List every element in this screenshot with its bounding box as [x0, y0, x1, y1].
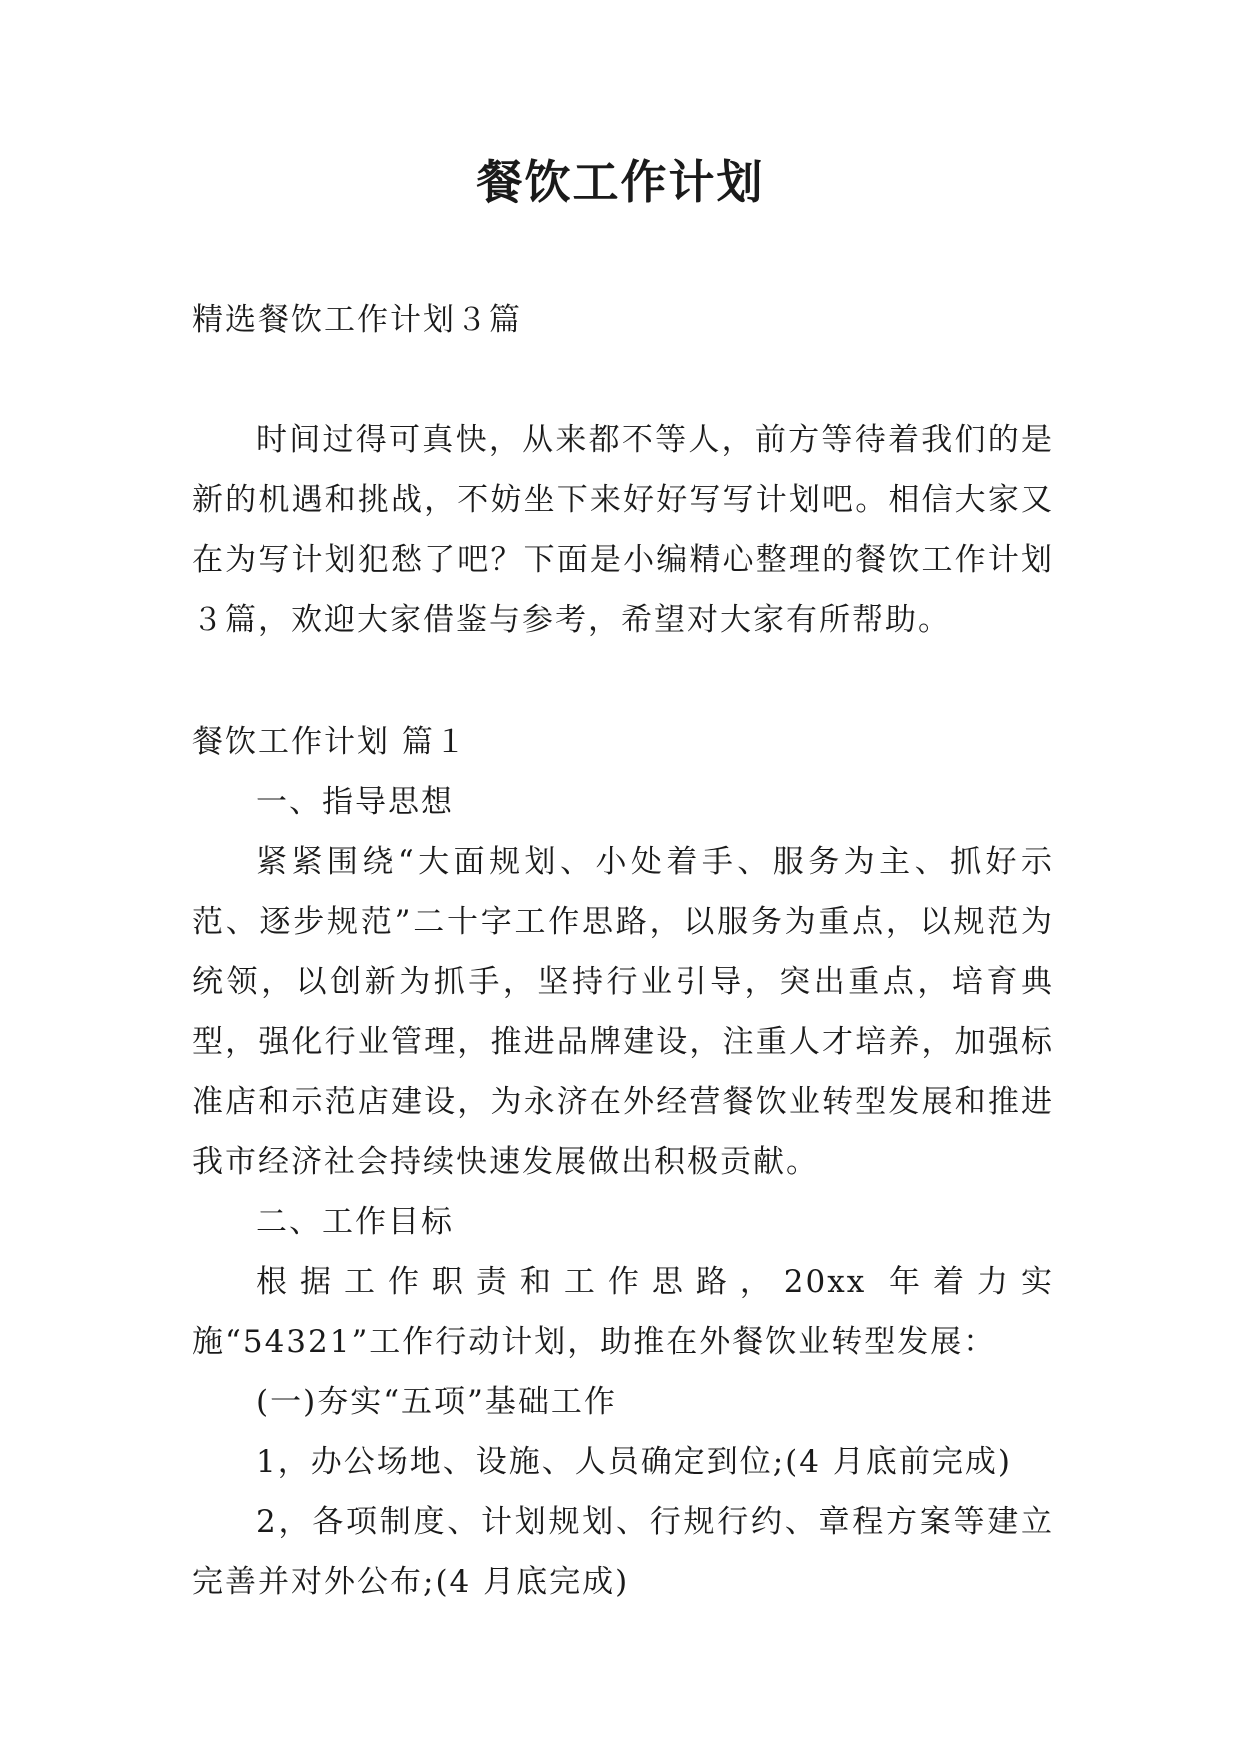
guiding-paragraph: 紧紧围绕“大面规划、小处着手、服务为主、抓好示范、逐步规范”二十字工作思路，以服务为重点，以规范为统领，以创新为抓手，坚持行业引导，突出重点，培育典型，强化行业管理，推进品牌建设，注重人才培养，加强标准店和示范店建设，为永济在外经营餐饮业转型发展和推进我市经济社会持续快速发展做出积极贡献。 — [192, 844, 1054, 1180]
spacer — [192, 650, 1054, 712]
section-heading: 餐饮工作计划 篇１ — [192, 724, 468, 760]
list-item: 2，各项制度、计划规划、行规行约、章程方案等建立完善并对外公布;(4 月底完成) — [192, 1504, 1054, 1600]
spacer — [192, 350, 1054, 410]
intro-paragraph: 时间过得可真快，从来都不等人，前方等待着我们的是新的机遇和挑战，不妨坐下来好好写写计划吧。相信大家又在为写计划犯愁了吧？下面是小编精心整理的餐饮工作计划３篇，欢迎大家借鉴与参考，希望对大家有所帮助。 — [192, 422, 1054, 638]
guiding-heading: 一、指导思想 — [256, 784, 454, 820]
goals-paragraph: 根据工作职责和工作思路，20xx 年着力实施“54321”工作行动计划，助推在外餐饮业转型发展： — [192, 1264, 1054, 1360]
goals-heading: 二、工作目标 — [256, 1204, 454, 1240]
sub-heading: (一)夯实“五项”基础工作 — [256, 1384, 617, 1420]
document-subtitle: 精选餐饮工作计划３篇 — [192, 302, 522, 338]
list-item: 1，办公场地、设施、人员确定到位;(4 月底前完成) — [256, 1444, 1012, 1480]
document-body — [192, 290, 1054, 1612]
document-title: 餐饮工作计划 — [476, 155, 765, 209]
